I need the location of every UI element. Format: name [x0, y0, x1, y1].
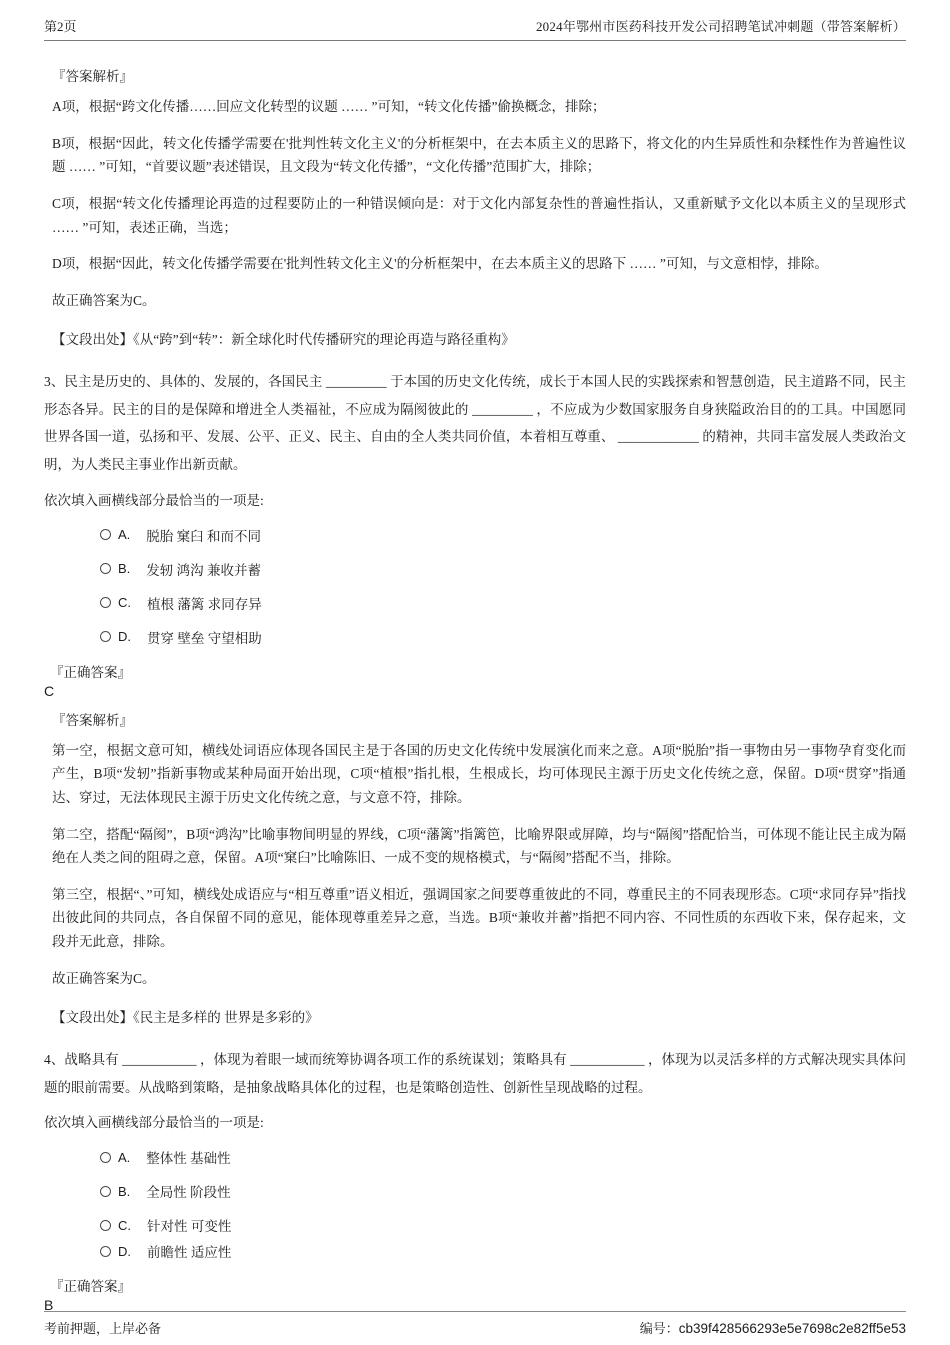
page-header	[44, 16, 906, 41]
question-4-option-a[interactable]	[100, 1147, 906, 1167]
question-3-prompt: 依次填入画横线部分最恰当的一项是:	[44, 492, 264, 508]
option-letter: C.	[118, 1217, 131, 1233]
option-letter: B.	[118, 1183, 131, 1199]
option-text: 全局性 阶段性	[146, 1185, 231, 1201]
q3-correct-answer-label: 『正确答案』	[50, 664, 131, 680]
question-3-option-a[interactable]	[100, 525, 906, 545]
q3-analysis-para-1: 第一空，根据文意可知，横线处词语应体现各国民主是于各国的历史文化传统中发展演化而来之意。A项“脱胎”指一事物由另一事物孕育变化而产生，B项“发轫”指新事物或某种局面开始出现，C项“植根”指扎根，生根成长，均可体现民主源于历史文化传统之意，保留。D项“贯穿”指通达、穿过，无法体现民主源于历史文化传统之意，与文意不符，排除。	[52, 742, 906, 805]
q2-source-reference: 【文段出处】《从“跨”到“转”：新全球化时代传播研究的理论再造与路径重构》	[52, 332, 515, 348]
footer-serial	[640, 1318, 906, 1337]
radio-button-icon[interactable]	[100, 1186, 111, 1197]
radio-button-icon[interactable]	[100, 1246, 111, 1257]
footer-slogan: 考前押题，上岸必备	[44, 1321, 162, 1336]
radio-button-icon[interactable]	[100, 597, 111, 608]
q2-conclusion: 故正确答案为C。	[52, 292, 156, 308]
option-text: 脱胎 窠臼 和而不同	[146, 528, 262, 544]
radio-button-icon[interactable]	[100, 563, 111, 574]
option-letter: C.	[118, 595, 131, 611]
question-3-option-b[interactable]	[100, 559, 906, 579]
option-text: 发轫 鸿沟 兼收并蓄	[146, 562, 262, 578]
option-text: 贯穿 壁垒 守望相助	[147, 630, 262, 646]
option-letter: D.	[118, 629, 131, 645]
option-text: 整体性 基础性	[146, 1151, 231, 1167]
question-4-options	[100, 1147, 906, 1261]
q3-analysis-label: 『答案解析』	[52, 712, 133, 728]
option-letter: A.	[118, 527, 131, 543]
q3-conclusion: 故正确答案为C。	[52, 970, 156, 986]
document-body	[44, 41, 906, 1313]
q3-source-reference: 【文段出处】《民主是多样的 世界是多彩的》	[52, 1010, 319, 1026]
option-letter: B.	[118, 561, 131, 577]
question-3-option-c[interactable]	[100, 593, 906, 613]
radio-button-icon[interactable]	[100, 631, 111, 642]
question-4-stem: 4、战略具有 ___________ ，体现为着眼一域而统筹协调各项工作的系统谋划；策略具有 ___________ ，体现为以灵活多样的方式解决现实具体问题的眼前需要。从战略到策略，是抽象战略具体化的过程，也是策略创造性、创新性呈现战略的过程。	[44, 1051, 906, 1095]
q3-analysis-para-3: 第三空，根据“、”可知，横线处成语应与“相互尊重”语义相近，强调国家之间要尊重彼此的不同，尊重民主的不同表现形态。C项“求同存异”指找出彼此间的共同点，各自保留不同的意见，能体现尊重差异之意，当选。B项“兼收并蓄”指把不同内容、不同性质的东西收下来，保存起来，文段并无此意，排除。	[52, 886, 906, 950]
q3-correct-answer: C	[44, 682, 55, 699]
question-4-option-c[interactable]	[100, 1215, 906, 1235]
radio-button-icon[interactable]	[100, 1220, 111, 1231]
q2-analysis-item-a: A项，根据“跨文化传播……回应文化转型的议题 …… ”可知，“转文化传播”偷换概念，排除；	[52, 99, 606, 114]
question-3-stem: 3、民主是历史的、具体的、发展的，各国民主 _________ 于本国的历史文化传统，成长于本国人民的实践探索和智慧创造，民主道路不同，民主形态各异。民主的目的是保障和增进全人类福祉，不应成为隔阂彼此的 _________ ，不应成为少数国家服务自身狭隘政治目的的工具。中国愿同世界各国一道，弘扬和平、发展、公平、正义、民主、自由的全人类共同价值，本着相互尊重、 ____________ 的精神，共同丰富发展人类政治文明，为人类民主事业作出新贡献。	[44, 374, 906, 473]
question-4-prompt: 依次填入画横线部分最恰当的一项是:	[44, 1115, 264, 1131]
page-footer	[44, 1311, 906, 1337]
question-4-option-b[interactable]	[100, 1181, 906, 1201]
q2-analysis-label: 『答案解析』	[52, 69, 133, 84]
option-letter: D.	[118, 1243, 131, 1259]
q2-analysis-item-d: D项，根据“因此，转文化传播学需要在'批判性转文化主义'的分析框架中，在去本质主义的思路下 …… ”可知，与文意相悖，排除。	[52, 256, 828, 272]
q3-analysis-para-2: 第二空，搭配“隔阂”，B项“鸿沟”比喻事物间明显的界线，C项“藩篱”指篱笆，比喻界限或屏障，均与“隔阂”搭配恰当，可体现不能让民主成为隔绝在人类之间的阻碍之意，保留。A项“窠臼”比喻陈旧、一成不变的规格模式，与“隔阂”搭配不当，排除。	[52, 826, 906, 866]
question-3-options	[100, 525, 906, 647]
q2-analysis-item-b: B项，根据“因此，转文化传播学需要在'批判性转文化主义'的分析框架中，在去本质主义的思路下，将文化的内生异质性和杂糅性作为普遍性议题 …… ”可知，“首要议题”表述错误，且文段为“转文化传播”，“文化传播”范围扩大，排除；	[52, 135, 906, 175]
option-letter: A.	[118, 1149, 131, 1165]
option-text: 针对性 可变性	[147, 1219, 232, 1235]
radio-button-icon[interactable]	[100, 1152, 111, 1163]
option-text: 植根 藩篱 求同存异	[147, 596, 262, 612]
q2-analysis-item-c: C项，根据“转文化传播理论再造的过程要防止的一种错误倾向是：对于文化内部复杂性的普遍性指认，又重新赋予文化以本质主义的呈现形式 …… ”可知，表述正确，当选；	[52, 195, 906, 235]
question-3-option-d[interactable]	[100, 627, 906, 647]
page-number: 第2页	[44, 19, 77, 34]
question-4-option-d[interactable]	[100, 1241, 906, 1261]
document-title: 2024年鄂州市医药科技开发公司招聘笔试冲刺题（带答案解析）	[535, 19, 906, 34]
q4-correct-answer-label: 『正确答案』	[50, 1279, 131, 1295]
serial-label: 编号：	[639, 1321, 679, 1336]
option-text: 前瞻性 适应性	[147, 1245, 232, 1261]
radio-button-icon[interactable]	[100, 529, 111, 540]
serial-code: cb39f428566293e5e7698c2e82ff5e53	[678, 1321, 906, 1336]
q4-correct-answer: B	[44, 1297, 54, 1314]
